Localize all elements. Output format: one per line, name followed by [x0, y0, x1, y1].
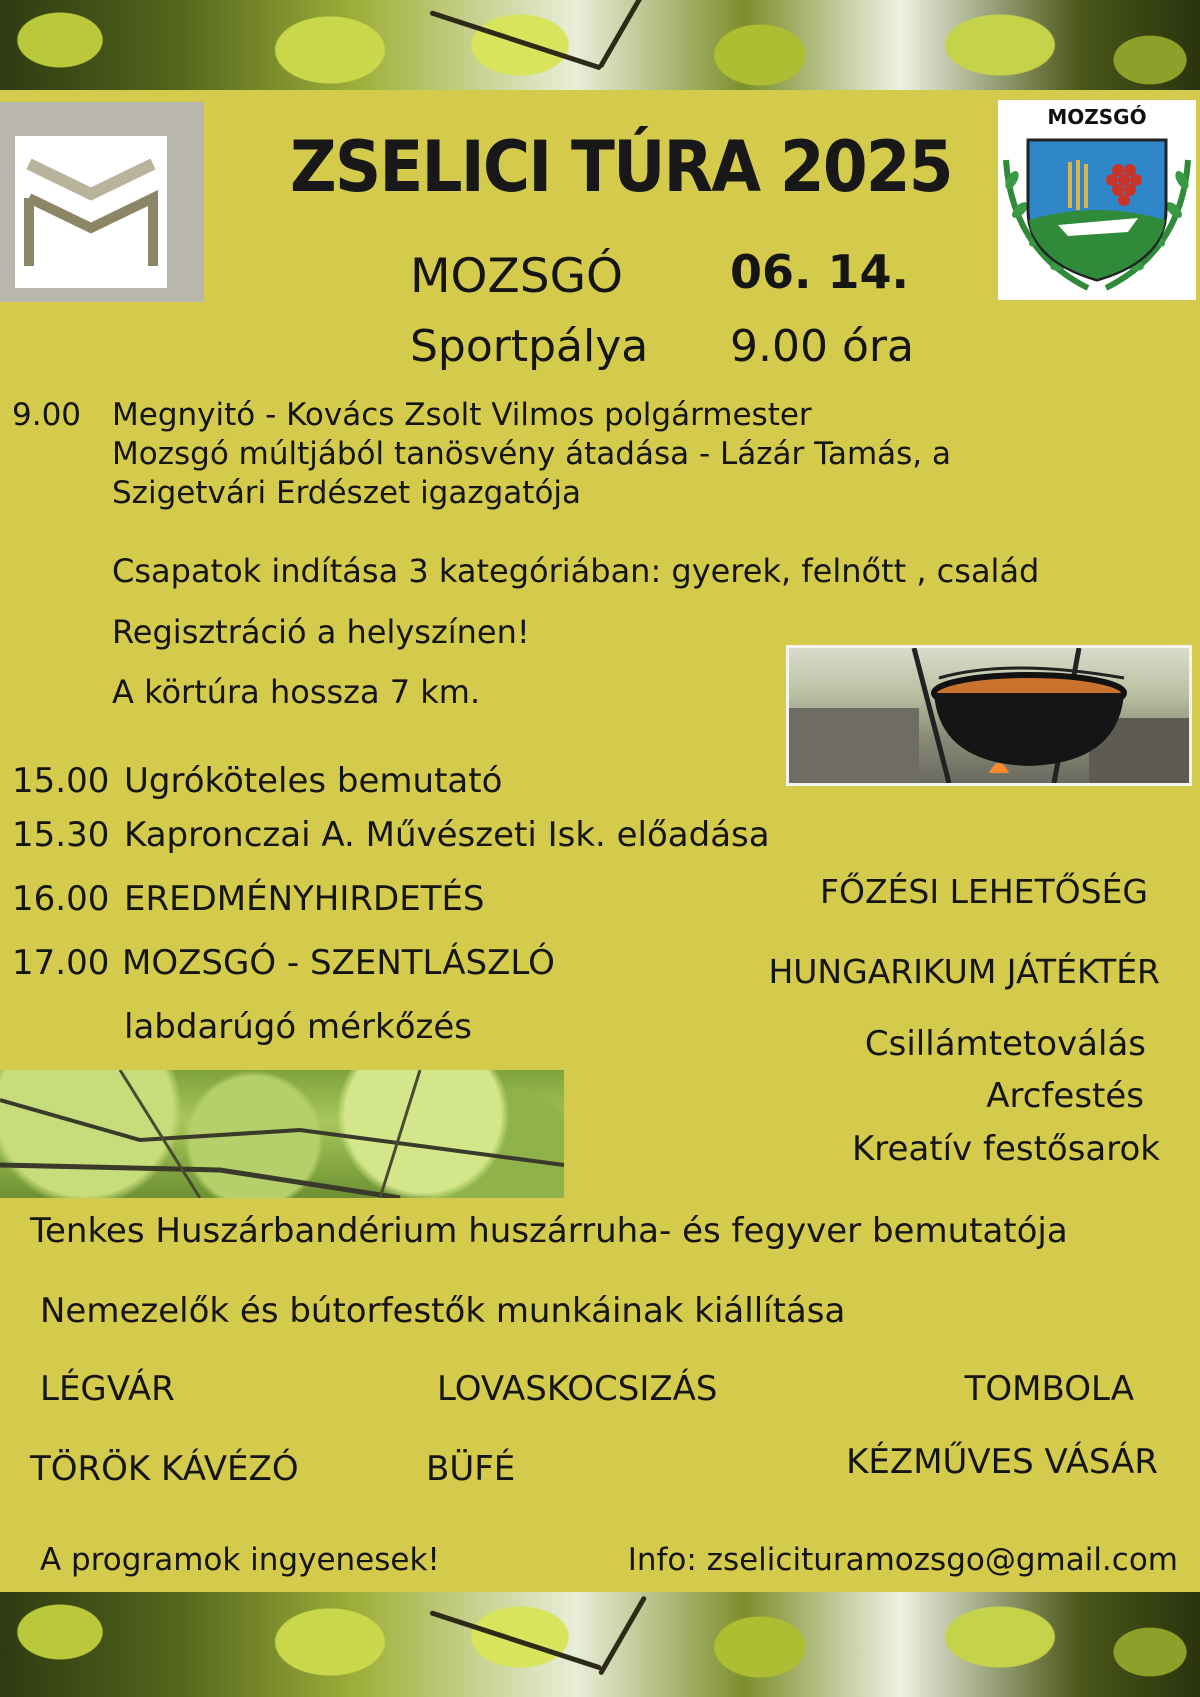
m-logo-icon — [15, 136, 167, 288]
schedule-item: MOZSGÓ - SZENTLÁSZLÓ — [122, 943, 555, 983]
attraction: BÜFÉ — [426, 1449, 516, 1489]
coat-of-arms-icon — [998, 100, 1196, 300]
tour-registration: Regisztráció a helyszínen! — [112, 613, 530, 651]
cauldron-photo — [786, 645, 1192, 786]
schedule-time: 16.00 — [12, 879, 110, 919]
village-crest — [998, 100, 1196, 300]
schedule-item: Ugróköteles bemutató — [124, 761, 503, 801]
opening-time: 9.00 — [12, 397, 82, 433]
exhibit-line: Nemezelők és bútorfestők munkáinak kiállítása — [40, 1291, 846, 1331]
side-activity: FŐZÉSI LEHETŐSÉG — [820, 872, 1148, 911]
opening-line: Mozsgó múltjából tanösvény átadása - Lázár Tamás, a — [112, 436, 951, 472]
schedule-item: Kapronczai A. Művészeti Isk. előadása — [124, 815, 770, 855]
schedule-time: 15.00 — [12, 761, 110, 801]
free-programs-note: A programok ingyenesek! — [40, 1542, 440, 1578]
organizer-logo — [0, 102, 204, 302]
crest-label: MOZSGÓ — [1047, 105, 1147, 129]
side-activity: HUNGARIKUM JÁTÉKTÉR — [768, 952, 1160, 991]
side-activity: Arcfestés — [986, 1076, 1144, 1116]
schedule-item: EREDMÉNYHIRDETÉS — [124, 879, 485, 919]
schedule-item-detail: labdarúgó mérkőzés — [124, 1007, 472, 1047]
schedule-time: 15.30 — [12, 815, 110, 855]
attraction: TÖRÖK KÁVÉZÓ — [30, 1449, 299, 1489]
event-date: 06. 14. — [730, 245, 909, 299]
contact-email: Info: zselicituramozsgo@gmail.com — [627, 1542, 1178, 1578]
tour-categories: Csapatok indítása 3 kategóriában: gyerek, felnőtt , család — [112, 552, 1040, 590]
side-activity: Kreatív festősarok — [852, 1129, 1160, 1169]
attraction: LOVASKOCSIZÁS — [437, 1369, 718, 1409]
opening-line: Szigetvári Erdészet igazgatója — [112, 475, 582, 511]
attraction: KÉZMŰVES VÁSÁR — [846, 1442, 1158, 1482]
event-start-time: 9.00 óra — [730, 321, 914, 372]
leaf-banner-top — [0, 0, 1200, 90]
event-location: MOZSGÓ — [410, 249, 623, 304]
attraction: TOMBOLA — [964, 1369, 1134, 1409]
opening-line: Megnyitó - Kovács Zsolt Vilmos polgármester — [112, 397, 812, 433]
leaf-banner-bottom — [0, 1592, 1200, 1697]
attraction: LÉGVÁR — [40, 1369, 175, 1409]
schedule-time: 17.00 — [12, 943, 110, 983]
event-title: ZSELICI TÚRA 2025 — [290, 126, 952, 208]
side-activity: Csillámtetoválás — [864, 1024, 1146, 1064]
event-venue: Sportpálya — [410, 321, 649, 372]
tour-length: A körtúra hossza 7 km. — [112, 673, 481, 711]
exhibit-line: Tenkes Huszárbandérium huszárruha- és fegyver bemutatója — [30, 1211, 1068, 1251]
forest-canopy-photo — [0, 1070, 564, 1198]
